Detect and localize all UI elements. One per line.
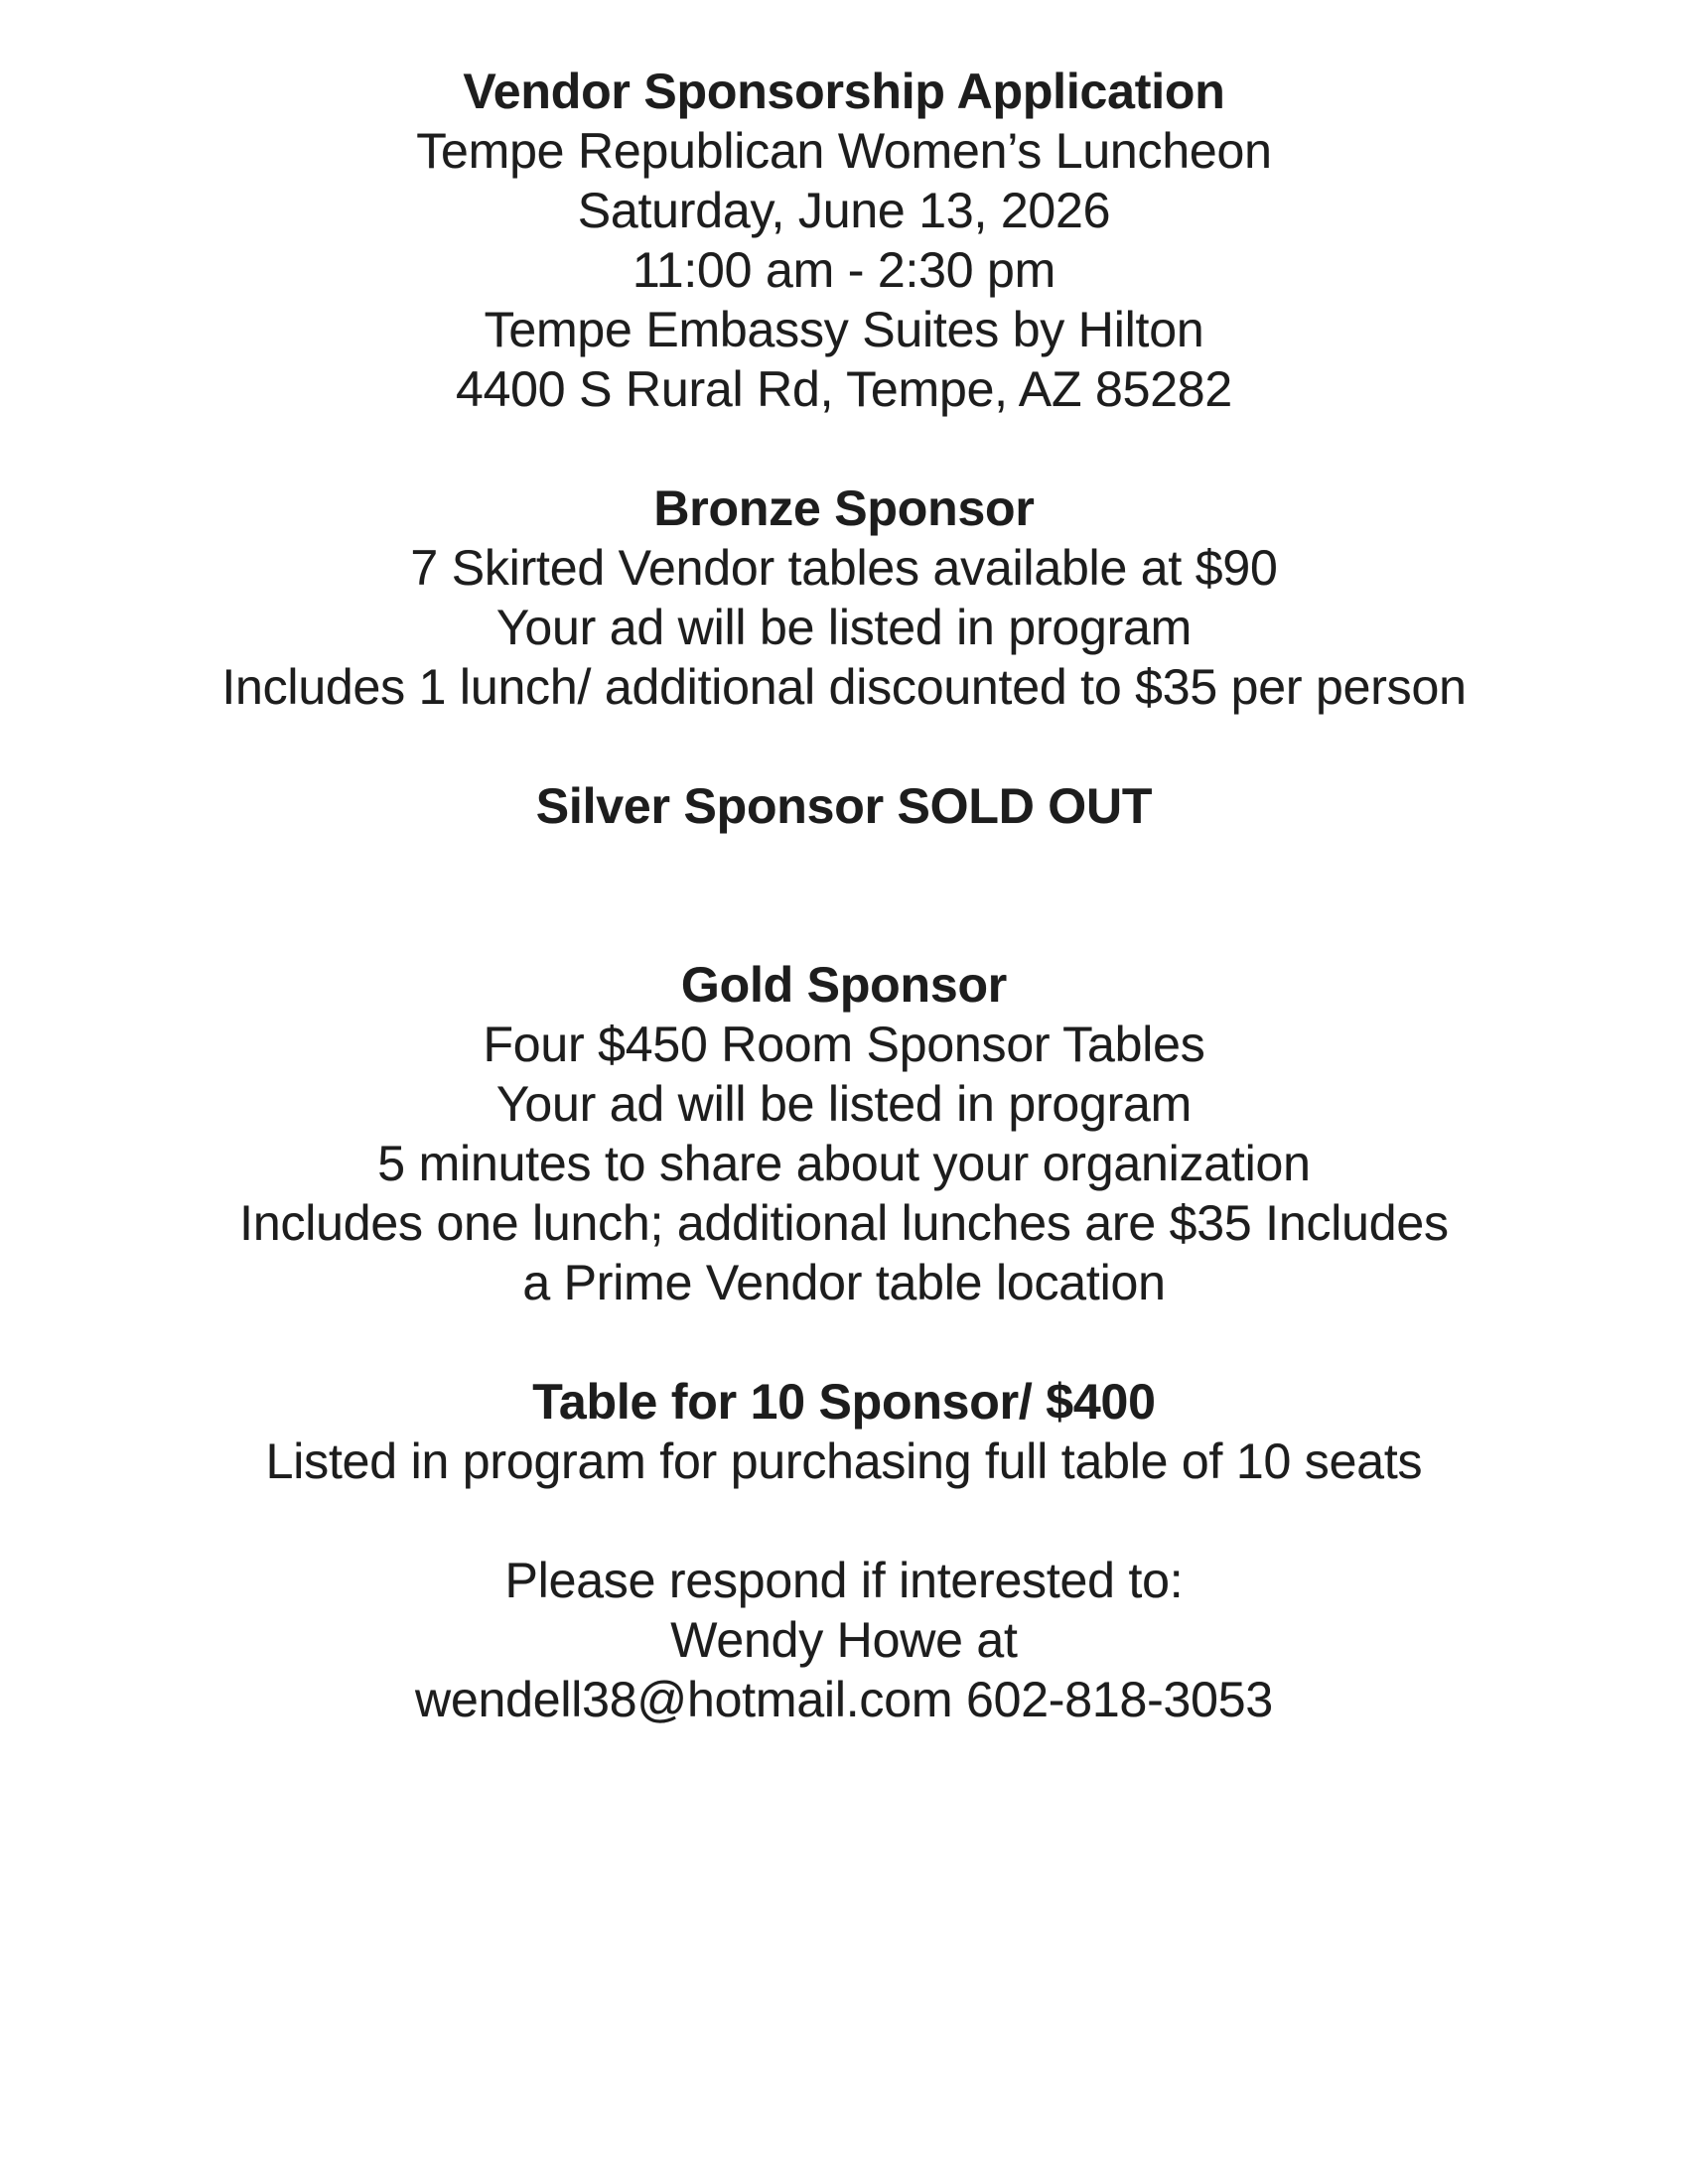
event-address: 4400 S Rural Rd, Tempe, AZ 85282 <box>455 361 1233 417</box>
bronze-sponsor-section <box>0 478 1688 717</box>
bronze-sponsor-tables-line: 7 Skirted Vendor tables available at $90 <box>410 540 1278 596</box>
gold-sponsor-lunch-line: Includes one lunch; additional lunches are $35 Includes <box>239 1195 1449 1251</box>
gold-sponsor-location-line: a Prime Vendor table location <box>522 1255 1166 1310</box>
gold-sponsor-tables-line: Four $450 Room Sponsor Tables <box>483 1017 1205 1072</box>
bronze-sponsor-lunch-line: Includes 1 lunch/ additional discounted to $35 per person <box>221 659 1467 715</box>
double-blank-line-spacer <box>0 836 1688 955</box>
event-venue: Tempe Embassy Suites by Hilton <box>484 302 1204 357</box>
event-organization: Tempe Republican Women’s Luncheon <box>416 123 1272 179</box>
table-for-10-section <box>0 1372 1688 1491</box>
silver-sponsor-section <box>0 776 1688 836</box>
table-for-10-detail-line: Listed in program for purchasing full table of 10 seats <box>265 1433 1423 1489</box>
contact-respond-line: Please respond if interested to: <box>504 1553 1184 1608</box>
event-time: 11:00 am - 2:30 pm <box>632 242 1056 298</box>
gold-sponsor-speech-line: 5 minutes to share about your organization <box>377 1136 1311 1191</box>
event-header-block <box>0 62 1688 419</box>
document-title: Vendor Sponsorship Application <box>463 64 1225 119</box>
blank-line-spacer <box>0 1312 1688 1372</box>
gold-sponsor-ad-line: Your ad will be listed in program <box>495 1076 1193 1132</box>
gold-sponsor-section <box>0 955 1688 1312</box>
contact-block <box>0 1551 1688 1729</box>
bronze-sponsor-ad-line: Your ad will be listed in program <box>495 600 1193 655</box>
blank-line-spacer <box>0 1491 1688 1551</box>
contact-email-phone-line: wendell38@hotmail.com 602-818-3053 <box>415 1672 1273 1727</box>
bronze-sponsor-heading: Bronze Sponsor <box>653 480 1035 536</box>
blank-line-spacer <box>0 717 1688 776</box>
gold-sponsor-heading: Gold Sponsor <box>680 957 1008 1013</box>
event-date: Saturday, June 13, 2026 <box>577 183 1111 238</box>
blank-line-spacer <box>0 419 1688 478</box>
table-for-10-heading: Table for 10 Sponsor/ $400 <box>532 1374 1156 1430</box>
contact-name-line: Wendy Howe at <box>670 1612 1018 1668</box>
silver-sponsor-heading: Silver Sponsor SOLD OUT <box>535 778 1153 834</box>
